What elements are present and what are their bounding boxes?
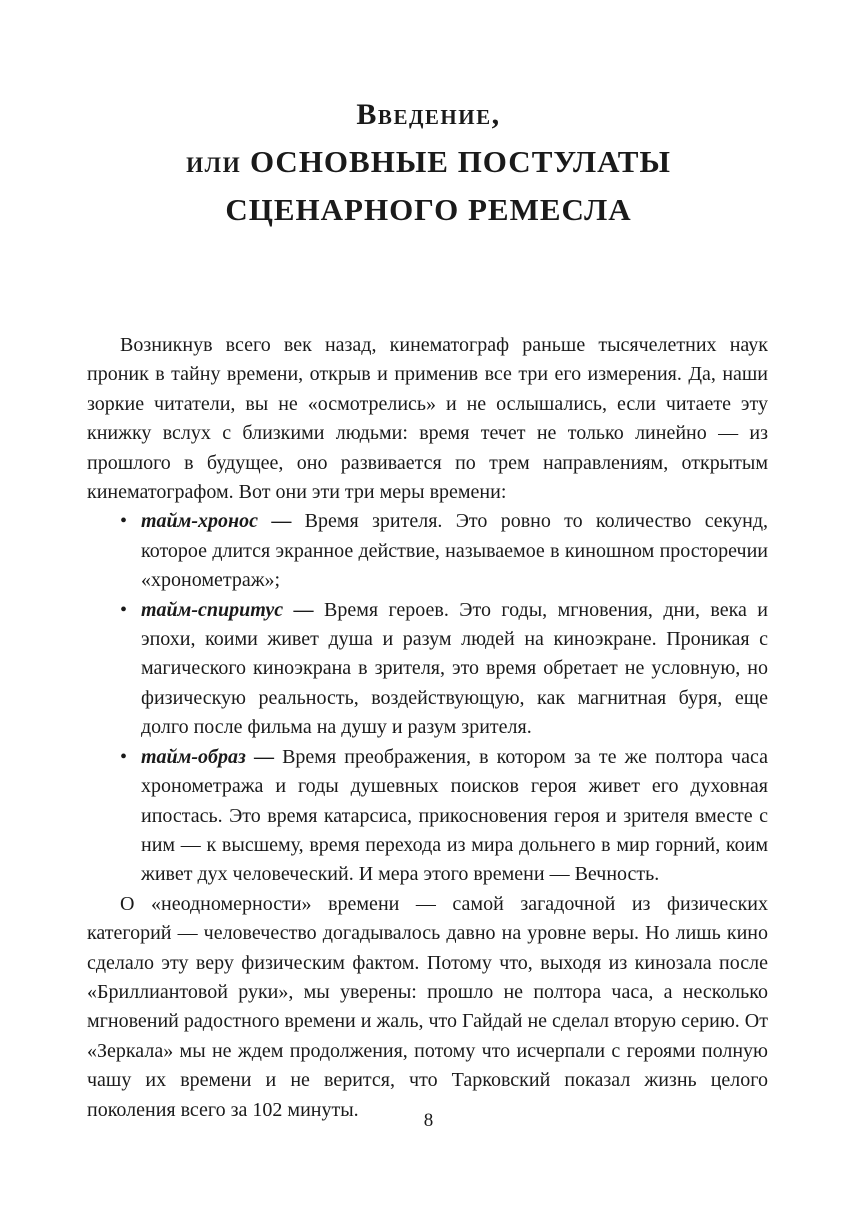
heading-line-2-prefix: или (186, 144, 242, 179)
measure-dash: — (283, 598, 314, 621)
list-item (87, 507, 768, 595)
measure-text: Время героев. Это годы, мгновения, дни, века и эпохи, коими живет душа и разум людей на киноэкране. Проникая с магического киноэкрана в зрителя, это время обретает не условную, но физическую реальность, воздействующую, как магнитная буря, еще долго после фильма на душу и разум зрителя. (141, 598, 769, 739)
measure-term: тайм-спиритус (141, 598, 284, 621)
heading-line-1: Введение, (356, 98, 501, 131)
measure-text: Время преображения, в котором за те же полтора часа хронометража и годы душевных поисков героя живет его духовная ипостась. Это время катарсиса, прикосновения героя и зрителя вместе с ним — к высшему, время перехода из мира дольнего в мир горний, коим живет дух человеческий. И мера этого времени — Вечность. (141, 745, 768, 886)
closing-paragraph: О «неодномерности» времени — самой загадочной из физических категорий — человечество догадывалось давно на уровне веры. Но лишь кино сделало эту веру физическим фактом. Потому что, выходя из кинозала после «Бриллиантовой руки», мы уверены: прошло не полтора часа, а несколько мгновений радостного времени и жаль, что Гайдай не сделал вторую серию. От «Зеркала» мы не ждем продолжения, потому что исчерпали с героями полную чашу их времени и не верится, что Тарковский показал жизнь целого поколения всего за 102 минуты. (87, 892, 768, 1121)
measure-term: тайм-образ (141, 745, 246, 768)
measure-dash: — (258, 510, 292, 533)
body-text (87, 331, 768, 1125)
bullet-icon: • (120, 745, 128, 768)
list-item (87, 596, 768, 743)
heading-line-2 (0, 138, 857, 186)
intro-paragraph: Возникнув всего век назад, кинематограф раньше тысячелетних наук проник в тайну времени, открыв и применив все три его измерения. Да, наши зоркие читатели, вы не «осмотрелись» и не ослышались, если читаете эту книжку вслух с близкими людьми: время течет не только линейно — из прошлого в будущее, оно развивается по трем направлениям, открытым кинематографом. Вот они эти три меры времени: (87, 334, 768, 504)
measure-text: Время зрителя. Это ровно то количество секунд, которое длится экранное действие, называемое в киношном просторечии «хронометраж»; (141, 510, 768, 592)
measure-term: тайм-хронос (141, 510, 259, 533)
page-number: 8 (423, 1110, 434, 1131)
bullet-icon: • (120, 510, 128, 533)
measure-dash: — (245, 745, 274, 768)
chapter-heading (0, 92, 857, 234)
heading-line-3: СЦЕНАРНОГО РЕМЕСЛА (225, 192, 632, 227)
time-measures-list (87, 507, 768, 889)
bullet-icon: • (120, 598, 128, 621)
heading-line-2-rest: ОСНОВНЫЕ ПОСТУЛАТЫ (249, 144, 671, 179)
list-item (87, 743, 768, 890)
